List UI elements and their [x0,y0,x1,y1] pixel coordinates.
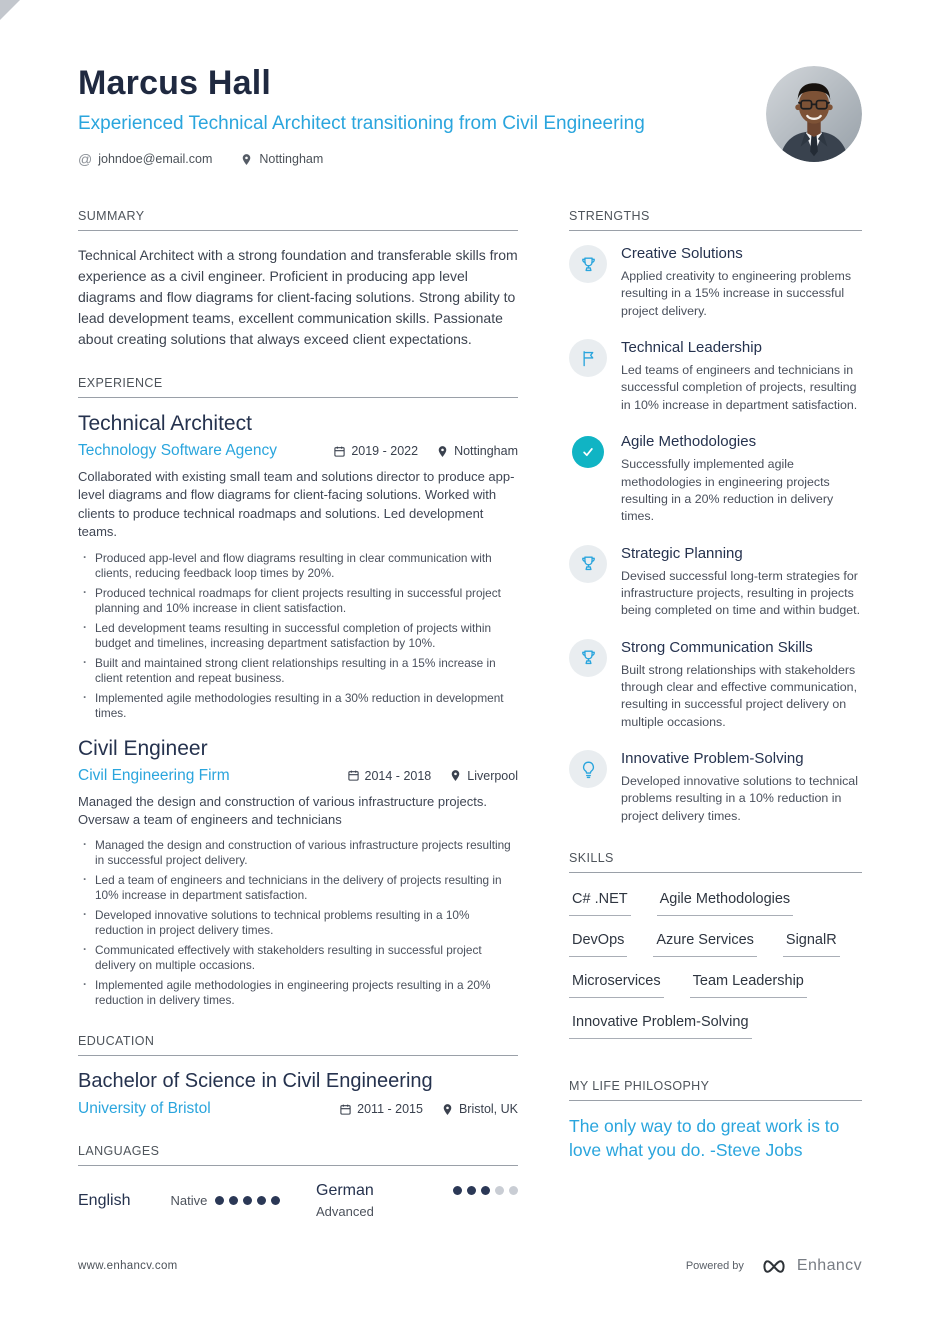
enhancv-logo[interactable] [760,1257,862,1275]
philosophy-section [569,1079,862,1162]
skills-list [569,887,862,1039]
infinity-logo-icon [760,1259,788,1274]
strength-text: Successfully implemented agile methodologies in engineering projects resulting in a 20% reduction in delivery times. [621,457,834,524]
body-columns [0,209,940,1245]
job-bullets [78,838,518,1008]
strength-text: Developed innovative solutions to technical problems resulting in a 10% reduction in project delivery times. [621,774,858,823]
summary-section-label: SUMMARY [78,209,518,231]
languages-section-label: LANGUAGES [78,1144,518,1166]
strength-text: Built strong relationships with stakeholders through clear and effective communication, resulting in successful project delivery on multiple occasions. [621,662,858,729]
trophy-icon [569,545,607,583]
experience-section-label: EXPERIENCE [78,376,518,398]
email-link[interactable] [78,151,212,167]
skill-chip: C# .NET [569,891,631,916]
company-name: Technology Software Agency [78,442,278,459]
strengths-section [569,209,862,825]
languages-section [78,1144,518,1219]
header [0,0,940,167]
strength-item [569,639,862,731]
skill-chip: SignalR [783,932,840,957]
bullet-item: · Communicated effectively with stakeholders resulting in successful project delivery on multiple occasions. [78,943,518,973]
bullet-item: · Produced technical roadmaps for client projects resulting in successful project planning and 10% increase in client satisfaction. [78,586,518,616]
language-level: Native [170,1193,208,1209]
strength-item [569,245,862,320]
footer-website-link[interactable]: www.enhancv.com [78,1260,178,1272]
skill-chip: Microservices [569,973,664,998]
education-dates [339,1102,423,1116]
header-text [78,64,645,167]
skill-chip: Innovative Problem-Solving [569,1014,752,1039]
powered-by-label: Powered by [685,1260,744,1272]
language-level-dots [453,1186,518,1195]
bullet-item: · Led development teams resulting in successful completion of projects within budget and timelines, increasing department satisfaction by 10%. [78,621,518,651]
school-name: University of Bristol [78,1100,211,1118]
education-section-label: EDUCATION [78,1034,518,1056]
bullet-item: · Developed innovative solutions to technical problems resulting in a 10% reduction in project delivery times. [78,908,518,938]
flag-icon [569,339,607,377]
language-entry [78,1182,280,1219]
location-item [240,152,323,166]
job-meta [78,767,518,785]
strength-title: Agile Methodologies [621,433,757,451]
strength-item [569,750,862,825]
job-location-text: Liverpool [467,768,518,783]
job-meta [78,442,518,460]
education-meta [78,1100,518,1118]
profile-photo [766,66,862,162]
strengths-section-label: STRENGTHS [569,209,862,231]
job-description: Collaborated with existing small team and solutions director to produce app-level diagrams and flow diagrams for client-facing solutions. Worked with clients to produce technical roadmaps and solutions. Led development teams. [78,469,515,540]
experience-entry [78,412,518,721]
check-icon [572,436,604,468]
strength-item [569,339,862,414]
skill-chip: Azure Services [653,932,757,957]
philosophy-section-label: MY LIFE PHILOSOPHY [569,1079,862,1101]
strength-content [621,339,862,414]
location-pin-icon [240,153,253,166]
strength-title: Innovative Problem-Solving [621,750,804,768]
location-pin-icon [441,1103,454,1116]
language-level-dots [215,1196,280,1205]
company-name: Civil Engineering Firm [78,766,230,784]
email-icon: @ [78,151,93,167]
education-section [78,1034,518,1118]
strength-content [621,639,862,731]
language-name: German [316,1182,374,1200]
job-title: Technical Architect [78,412,252,435]
location-text: Nottingham [259,152,324,166]
lightbulb-icon [569,750,607,788]
footer [78,1257,862,1275]
skills-section [569,851,862,1039]
brand-name: Enhancv [796,1257,862,1274]
left-column [78,209,518,1245]
skill-chip: Team Leadership [690,973,807,998]
strength-content [621,750,862,825]
summary-text: Technical Architect with a strong foundation and transferable skills from experience as a civil engineer. Proficient in producing app level diagrams and flow diagrams for client-facing solutions. Strong ability to lead development teams, excellent communication skills. Passionate about creating solutions that always exceed client expectations. [78,247,518,347]
languages-list [78,1180,518,1219]
language-level: Advanced [316,1204,374,1220]
strength-text: Led teams of engineers and technicians in successful completion of projects, resulting in 10% increase in department satisfaction. [621,363,858,412]
strength-text: Applied creativity to engineering problems resulting in a 15% increase in successful project delivery. [621,269,852,318]
bullet-item: · Implemented agile methodologies resulting in a 30% reduction in development times. [78,691,518,721]
strength-title: Strategic Planning [621,544,743,562]
bullet-item: · Produced app-level and flow diagrams resulting in clear communication with clients, reducing feedback loop times by 20%. [78,551,518,581]
job-title: Civil Engineer [78,736,208,760]
calendar-icon [333,445,346,458]
calendar-icon [339,1103,352,1116]
job-location-text: Nottingham [454,444,518,458]
education-location-text: Bristol, UK [458,1102,518,1117]
candidate-headline: Experienced Technical Architect transitioning from Civil Engineering [78,113,645,134]
trophy-icon [569,245,607,283]
skill-chip: DevOps [569,932,627,957]
email-text: johndoe@email.com [98,152,213,166]
strength-text: Devised successful long-term strategies for infrastructure projects, resulting in projects being completed on time and within budget. [621,568,861,618]
trophy-icon [569,639,607,677]
job-dates [347,769,432,783]
right-column [569,209,862,1245]
footer-branding [686,1257,862,1275]
bullet-item: · Led a team of engineers and technicians in the delivery of projects resulting in 10% increase in department satisfaction. [78,873,518,903]
job-location [436,444,518,458]
job-bullets [78,551,518,721]
bullet-item: · Built and maintained strong client relationships resulting in a 15% increase in client retention and repeat business. [78,656,518,686]
contact-row [78,151,645,167]
job-dates-text: 2014 - 2018 [364,768,432,783]
location-pin-icon [449,769,462,782]
calendar-icon [347,769,360,782]
education-location [441,1102,518,1116]
strength-content [621,545,862,620]
experience-section [78,376,518,1008]
bullet-item: · Implemented agile methodologies in engineering projects resulting in a 20% reduction in delivery times. [78,978,518,1008]
skill-chip: Agile Methodologies [657,891,794,916]
strength-title: Technical Leadership [621,339,762,357]
strength-item [569,433,862,525]
candidate-name: Marcus Hall [78,64,272,102]
job-description: Managed the design and construction of various infrastructure projects. Oversaw a team of engineers and technicians [78,793,488,827]
strength-content [621,245,862,320]
strength-content [621,433,862,525]
summary-section [78,209,518,350]
language-name: English [78,1191,131,1209]
strength-title: Strong Communication Skills [621,638,813,656]
job-dates-text: 2019 - 2022 [351,444,419,458]
job-dates [333,444,418,458]
bullet-item: · Managed the design and construction of various infrastructure projects resulting in successful project delivery. [78,838,518,868]
strength-item [569,545,862,620]
education-dates-text: 2011 - 2015 [357,1102,423,1117]
job-location [449,769,518,783]
language-entry [316,1182,518,1219]
philosophy-quote: The only way to do great work is to love what you do. -Steve Jobs [569,1116,840,1160]
location-pin-icon [436,445,449,458]
strength-title: Creative Solutions [621,245,743,262]
degree-title: Bachelor of Science in Civil Engineering [78,1070,433,1093]
experience-entry [78,737,518,1009]
corner-fold-decoration [0,0,20,20]
skills-section-label: SKILLS [569,851,862,873]
